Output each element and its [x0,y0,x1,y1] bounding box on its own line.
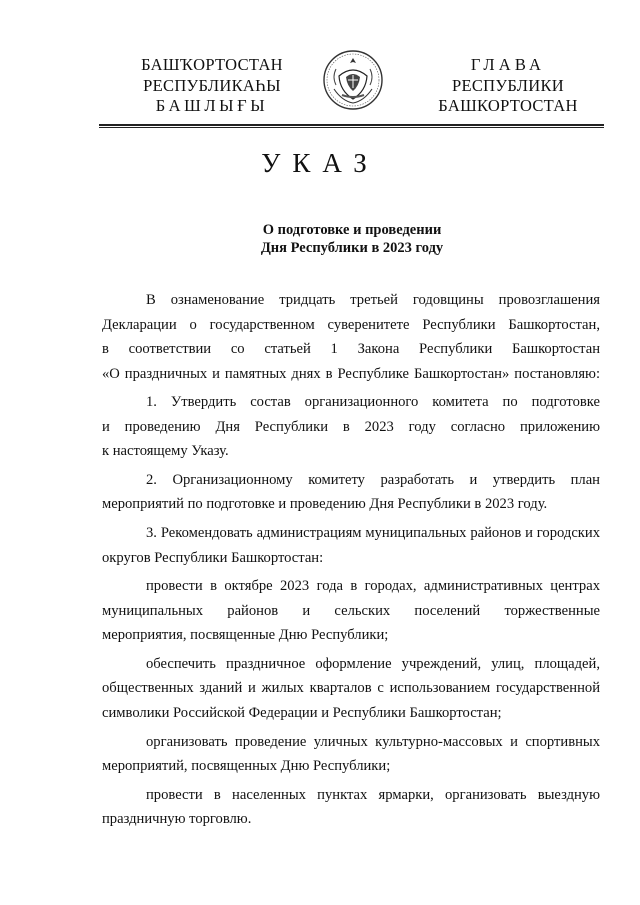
paragraph-item-1 [102,390,600,464]
paragraph-line: мероприятий, посвященных Дню Республики; [102,758,391,775]
header-divider-thick [99,124,604,126]
header-bashkir-title [112,55,312,117]
paragraph-line: муниципальных районов и сельских поселений торжественные [102,602,600,619]
document-body [102,288,600,836]
paragraph-line: обеспечить праздничное оформление учреждений, улиц, площадей, [146,655,600,672]
subject-line-1: О подготовке и проведении [262,222,442,238]
header-left-line-1: БАШҠОРТОСТАН [141,55,283,74]
document-header [0,55,640,125]
header-divider-thin [99,127,604,128]
header-left-line-3: БАШЛЫҒЫ [155,96,269,115]
paragraph-line: округов Республики Башкортостан: [102,549,324,566]
paragraph-preamble [102,288,600,386]
paragraph-line: Декларации о государственном суверенитете Республики Башкортостан, [102,316,600,333]
coat-of-arms-icon [322,49,384,111]
paragraph-line: к настоящему Указу. [102,443,229,460]
paragraph-line: 3. Рекомендовать администрациям муниципальных районов и городских [146,525,600,542]
paragraph-subitem-4 [102,783,600,832]
header-right-line-1: ГЛАВА [470,55,546,74]
document-title: УКАЗ [261,148,379,178]
paragraph-subitem-1 [102,574,600,648]
paragraph-subitem-2 [102,652,600,726]
paragraph-line: 1. Утвердить состав организационного комитета по подготовке [146,394,600,411]
header-right-line-2: РЕСПУБЛИКИ [452,75,564,95]
paragraph-line: В ознаменование тридцать третьей годовщины провозглашения [146,292,600,308]
paragraph-subitem-3 [102,730,600,779]
document-subject [0,221,640,257]
paragraph-line: 2. Организационному комитету разработать и утвердить план [146,471,600,488]
paragraph-line: организовать проведение уличных культурно-массовых и спортивных [146,733,600,750]
paragraph-line: мероприятий по подготовке и проведению Дня Республики в 2023 году. [102,496,548,513]
paragraph-line: «О праздничных и памятных днях в Республике Башкортостан» постановляю: [102,365,600,382]
subject-line-2: Дня Республики в 2023 году [260,240,444,256]
paragraph-line: общественных зданий и жилых кварталов с использованием государственной [102,680,600,697]
paragraph-line: праздничную торговлю. [102,811,252,828]
paragraph-item-2 [102,468,600,517]
paragraph-line: в соответствии со статьей 1 Закона Республики Башкортостан [102,341,600,357]
header-russian-title [408,55,608,117]
paragraph-line: провести в населенных пунктах ярмарки, организовать выездную [146,786,600,803]
paragraph-line: провести в октябре 2023 года в городах, административных центрах [146,578,600,595]
paragraph-line: символики Российской Федерации и Республики Башкортостан; [102,704,502,721]
paragraph-item-3 [102,521,600,570]
paragraph-line: и проведению Дня Республики в 2023 году согласно приложению [102,418,600,435]
header-right-line-3: БАШКОРТОСТАН [438,96,578,115]
header-left-line-2: РЕСПУБЛИКАҺЫ [143,75,281,95]
paragraph-line: мероприятия, посвященные Дню Республики; [102,627,389,644]
